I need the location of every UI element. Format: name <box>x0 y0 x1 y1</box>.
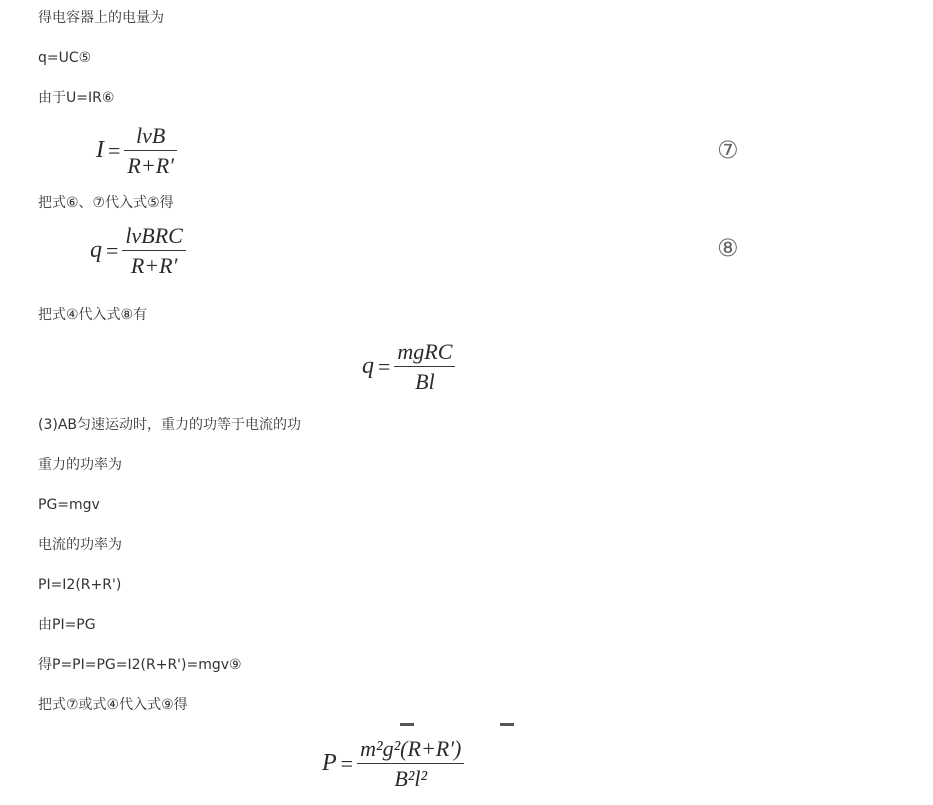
denominator: B²l² <box>394 766 428 792</box>
denominator: R+R′ <box>127 153 174 179</box>
text-line-9: 电流的功率为 <box>38 537 122 553</box>
numerator: m²g²(R+R′) <box>360 736 462 761</box>
text-line-3: 由于U=IR⑥ <box>38 90 115 106</box>
scan-artifact <box>500 723 514 726</box>
text-line-13: 把式⑦或式④代入式⑨得 <box>38 697 188 713</box>
equation-tag-8: ⑧ <box>717 234 739 262</box>
numerator: mgRC <box>397 339 453 364</box>
fraction <box>357 735 464 792</box>
numerator: lvB <box>136 123 166 148</box>
text-line-1: 得电容器上的电量为 <box>38 10 164 26</box>
equals-sign: = <box>340 750 354 776</box>
equation-lhs: q <box>90 237 102 264</box>
text-line-11: 由PI=PG <box>38 617 96 633</box>
text-line-7: 重力的功率为 <box>38 457 122 473</box>
denominator: R+R′ <box>130 253 178 279</box>
numerator: lvBRC <box>125 223 183 248</box>
equation-7 <box>96 122 177 179</box>
fraction <box>124 122 177 179</box>
fraction <box>394 338 455 395</box>
equation-charge <box>362 338 455 395</box>
text-line-6: (3)AB匀速运动时，重力的功等于电流的功 <box>38 417 302 433</box>
text-line-10: PI=I2(R+R') <box>38 577 122 593</box>
equation-lhs: P <box>322 750 337 777</box>
text-line-8: PG=mgv <box>38 497 100 513</box>
text-line-12: 得P=PI=PG=I2(R+R')=mgv⑨ <box>38 657 242 673</box>
equation-power <box>322 735 464 792</box>
text-line-5: 把式④代入式⑧有 <box>38 307 148 323</box>
text-line-2: q=UC⑤ <box>38 50 92 66</box>
equation-tag-7: ⑦ <box>717 136 739 164</box>
equation-lhs: I <box>96 137 104 164</box>
equals-sign: = <box>108 137 121 163</box>
scan-artifact <box>400 723 414 726</box>
text-line-4: 把式⑥、⑦代入式⑤得 <box>38 195 174 211</box>
equation-8 <box>90 222 186 279</box>
equation-lhs: q <box>362 353 374 380</box>
equals-sign: = <box>378 353 391 379</box>
equals-sign: = <box>106 237 119 263</box>
denominator: Bl <box>415 369 435 395</box>
fraction <box>122 222 185 279</box>
